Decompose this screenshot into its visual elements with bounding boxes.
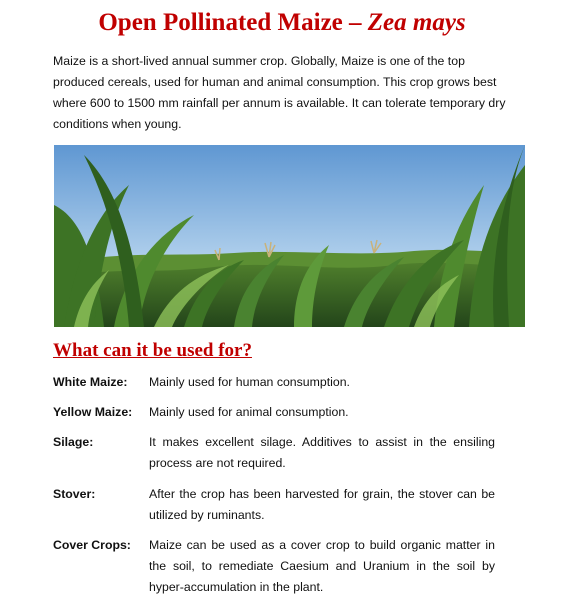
use-description: It makes excellent silage. Additives to assist in the ensiling process are not required. bbox=[149, 435, 495, 470]
intro-paragraph: Maize is a short-lived annual summer crop. Globally, Maize is one of the top produced cereals, used for human and animal consumption. This crop grows best where 600 to 1500 mm rainfall per annum is available. It can tolerate temporary dry conditions when young. bbox=[53, 54, 506, 131]
maize-field-photo bbox=[54, 145, 525, 327]
use-description: After the crop has been harvested for grain, the stover can be utilized by ruminants. bbox=[149, 487, 495, 522]
use-term: Stover: bbox=[53, 487, 96, 501]
use-term: White Maize: bbox=[53, 375, 128, 389]
section-heading: What can it be used for? bbox=[53, 340, 252, 361]
use-term: Silage: bbox=[53, 435, 94, 449]
use-description: Maize can be used as a cover crop to build organic matter in the soil, to remediate Caesium and Uranium in the soil by hyper-accumulation in the plant. bbox=[149, 538, 495, 594]
maize-field-illustration bbox=[54, 145, 525, 327]
use-description: Mainly used for animal consumption. bbox=[149, 405, 349, 419]
use-term: Cover Crops: bbox=[53, 538, 131, 552]
use-description: Mainly used for human consumption. bbox=[149, 375, 350, 389]
title-main: Open Pollinated Maize – bbox=[98, 9, 368, 36]
use-term: Yellow Maize: bbox=[53, 405, 133, 419]
title-species: Zea mays bbox=[367, 9, 466, 36]
page-title bbox=[0, 8, 564, 38]
